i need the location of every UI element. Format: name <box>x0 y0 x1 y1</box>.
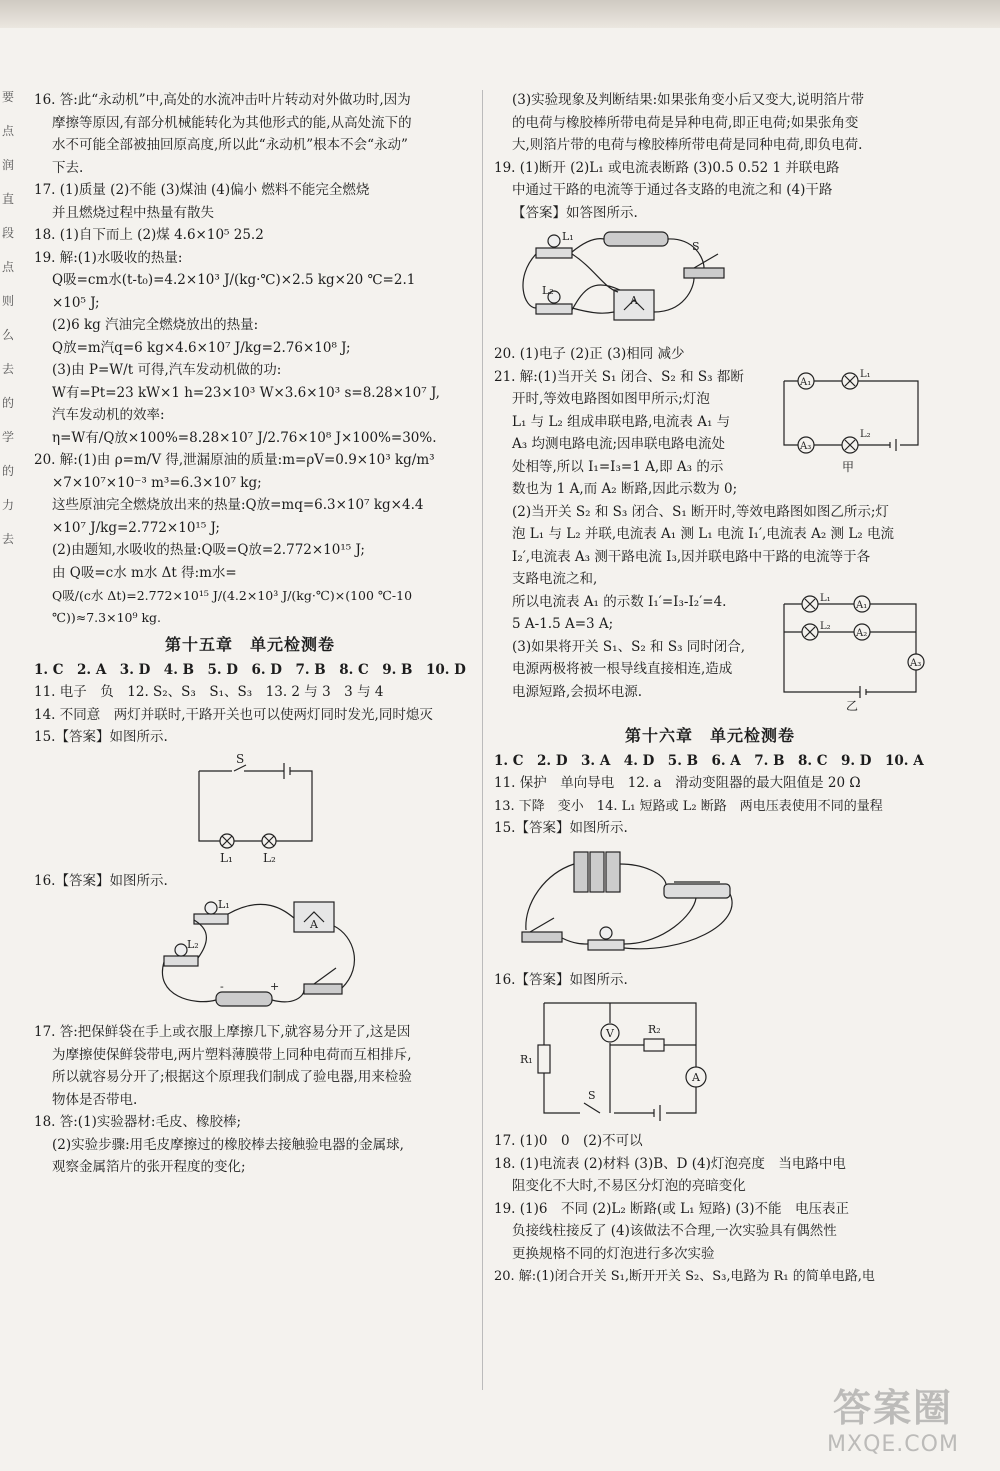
gutter-char: 学 <box>2 430 15 444</box>
top-scan-band <box>0 0 1000 28</box>
answer-16: 16. 答:此“永动机”中,高处的水流冲击叶片转动对外做功时,因为 摩擦等原因,有部分机械能转化为其他形式的能,从高处流下的 水不可能全部被抽回原高度,所以此“永动机”根本不会“永动” 下去. <box>34 92 412 176</box>
gutter-char: 去 <box>2 362 15 376</box>
answer-18-ch16: 18. (1)电流表 (2)材料 (3)B、D (4)灯泡亮度 当电路中电 阻变化不大时,不易区分灯泡的亮暗变化 <box>494 1155 846 1194</box>
watermark-logo: 答案圈 MXQE.COM <box>827 1386 959 1457</box>
circuit-wiring-picture-16 <box>154 896 466 1016</box>
answer-17-ch16: 17. (1)0 0 (2)不可以 <box>494 1133 643 1149</box>
gutter-char: 力 <box>2 498 15 512</box>
gutter-char: 的 <box>2 396 15 410</box>
gutter-char: 段 <box>2 226 15 240</box>
figure-yi-label: 乙 <box>846 698 859 712</box>
answer-19-right: 19. (1)断开 (2)L₁ 或电流表断路 (3)0.5 0.52 1 并联电路 中通过干路的电流等于通过各支路的电流之和 (4)干路 【答案】如答图所示. <box>494 159 840 221</box>
circuit-label-l1: L₁ <box>220 850 233 865</box>
chapter-15-answers: 1. C 2. A 3. D 4. B 5. D 6. D 7. B 8. C 9. B 10. D 11. 电子 负 12. S₂、S₃ S₁、S₃ 13. 2 与 3 3 与 4 14. 不同意 两灯并联时,干路开关也可以使两灯同时发光,同时熄灭 15.【答案】如图所示. <box>34 661 466 745</box>
circuit-label-l2: L₂ <box>820 620 831 632</box>
answer-17: 17. (1)质量 (2)不能 (3)煤油 (4)偏小 燃料不能完全燃烧 并且燃烧过程中热量有散失 <box>34 182 370 221</box>
circuit-label-l2: L₂ <box>542 284 554 297</box>
circuit-label-l2: L₂ <box>263 850 276 865</box>
circuit-label-a2: A₂ <box>856 627 868 639</box>
column-divider <box>482 90 483 1390</box>
gutter-char: 润 <box>2 158 15 172</box>
circuit-label-a1: A₁ <box>800 376 812 388</box>
answer-20: 20. 解:(1)由 ρ=m/V 得,泄漏原油的质量:m=ρV=0.9×10³ kg/m³ ×7×10⁷×10⁻³ m³=6.3×10⁷ kg; 这些原油完全燃烧放出来的热量:Q放=mq=6.3×10⁷ kg×4.4 ×10⁷ J/kg=2.772×10¹⁵ J; (2)由题知,水吸收的热量:Q吸=Q放=2.772×10¹⁵ J; 由 Q吸=c水 m水 Δt 得:m水= Q吸/(c水 Δt)=2.772×10¹⁵ J/(4.2×10³ J/(kg·℃)×(100 ℃-10 ℃))≈7.3×10⁹ kg. <box>34 452 435 625</box>
circuit-label-l1: L₁ <box>218 898 230 911</box>
gutter-margin-text <box>2 80 16 556</box>
circuit-wiring-picture-19 <box>514 228 926 338</box>
circuit-label-l2: L₂ <box>187 938 199 951</box>
answer-16b: 16.【答案】如图所示. <box>34 872 168 889</box>
circuit-wiring-picture-16-15 <box>514 844 926 964</box>
circuit-label-s: S <box>692 240 700 253</box>
svg-text:-: - <box>220 980 224 993</box>
answer-19-ch16: 19. (1)6 不同 (2)L₂ 断路(或 L₁ 短路) (3)不能 电压表正 负接线柱接反了 (4)该做法不合理,一次实验具有偶然性 更换规格不同的灯泡进行多次实验 <box>494 1200 849 1262</box>
circuit-label-a: A <box>630 294 638 307</box>
answer-19: 19. 解:(1)水吸收的热量: Q吸=cm水(t-t₀)=4.2×10³ J/(kg·℃)×2.5 kg×20 ℃=2.1 ×10⁵ J; (2)6 kg 汽油完全燃烧放出的热量: Q放=m汽q=6 kg×4.6×10⁷ J/kg=2.76×10⁸ J; (3)由 P=W/t 可得,汽车发动机做的功: W有=Pt=23 kW×1 h=23×10³ W×3.6×10³ s=8.28×10⁷ J, 汽车发动机的效率: η=W有/Q放×100%=8.28×10⁷ J/2.76×10⁸ J×100%=30%. <box>34 249 440 446</box>
gutter-char: 点 <box>2 260 15 274</box>
gutter-char: 的 <box>2 464 15 478</box>
chapter-16-title: 第十六章 单元检测卷 <box>624 726 795 745</box>
right-column <box>494 90 926 1289</box>
answer-20-ch16: 20. 解:(1)闭合开关 S₁,断开开关 S₂、S₃,电路为 R₁ 的简单电路,电 <box>494 1269 875 1284</box>
gutter-char: 去 <box>2 532 15 546</box>
circuit-label-l1: L₁ <box>860 368 871 380</box>
circuit-label-a1: A₁ <box>856 599 868 611</box>
gutter-char: 要 <box>2 90 15 104</box>
answer-18: 18. (1)自下而上 (2)煤 4.6×10⁵ 25.2 <box>34 227 264 243</box>
answer-16-ch16: 16.【答案】如图所示. <box>494 971 628 988</box>
circuit-label-r1: R₁ <box>520 1053 533 1066</box>
circuit-label-l1: L₁ <box>820 592 831 604</box>
circuit-label-v: V <box>606 1027 614 1040</box>
answer-17b: 17. 答:把保鲜袋在手上或衣服上摩擦几下,就容易分开了,这是因 为摩擦使保鲜袋带电,两片塑料薄膜带上同种电荷而互相排斥, 所以就容易分开了;根据这个原理我们制成了验电器,用来检验 物体是否带电. <box>34 1024 412 1108</box>
circuit-label-r2: R₂ <box>648 1023 661 1036</box>
circuit-label-s: S <box>588 1089 596 1102</box>
gutter-char: 么 <box>2 328 15 342</box>
chapter-15-title: 第十五章 单元检测卷 <box>164 635 335 654</box>
left-column <box>34 90 466 1180</box>
circuit-label-l1: L₁ <box>562 230 574 243</box>
figure-jia-label: 甲 <box>842 459 855 474</box>
chapter-16-answers: 1. C 2. D 3. A 4. D 5. B 6. A 7. B 8. C 9. D 10. A 11. 保护 单向导电 12. a 滑动变阻器的最大阻值是 20 Ω 13. 下降 变小 14. L₁ 短路或 L₂ 断路 两电压表使用不同的量程 15.【答案】如图所示. <box>494 752 924 836</box>
switch-label-s: S <box>236 752 245 766</box>
circuit-diagram-jia <box>776 367 926 485</box>
circuit-label-a: A <box>310 918 318 931</box>
answer-18-cont: (3)实验现象及判断结果:如果张角变小后又变大,说明箔片带 的电荷与橡胶棒所带电荷是异种电荷,即正电荷;如果张角变 大,则箔片带的电荷与橡胶棒所带电荷是同种电荷,即负电荷. <box>512 92 864 153</box>
circuit-label-l2: L₂ <box>860 428 871 440</box>
answer-20-right: 20. (1)电子 (2)正 (3)相同 减少 <box>494 346 685 362</box>
answer-18b: 18. 答:(1)实验器材:毛皮、橡胶棒; (2)实验步骤:用毛皮摩擦过的橡胶棒去接触验电器的金属球, 观察金属箔片的张开程度的变化; <box>34 1114 404 1175</box>
circuit-label-a: A <box>692 1071 700 1084</box>
answer-21: A₁ L₁ A₃ L₂ 甲 21. 解:(1)当开关 S₁ 闭合、S₂ 和 S₃ 都断 开时,等效电路图如图甲所示;灯泡 L₁ 与 L₂ 组成串联电路,电流表 A₁ 与 A₃ 均测电路电流;因串联电路电流处 处相等,所以 I₁=I₃=1 A,即 A₃ 的示 数也为 1 A,而 A₂ 断路,因此示数为 0; (2)当开关 S₂ 和 S₃ 闭合、S₁ 断开时,等效电路图如图乙所示;灯 泡 L₁ 与 L₂ 并联,电流表 A₁ 测 L₁ 电流 I₁′,电流表 A₂ 测 L₂ 电流 I₂′,电流表 A₃ 测干路电流 I₃,因并联电路中干路的电流等于各 支路电流之和, L₁ A₁ L₂ A₂ A₃ 乙 所以电流表 A₁ 的示数 I₁′=I₃-I₂′=4. 5 A-1.5 A=3 A; (3)如果将开关 S₁、S₂ 和 S₃ 同时闭合, 电源两极将被一根导线直接相连,造成 电源短路,会损坏电源. <box>494 367 926 720</box>
circuit-label-a3: A₃ <box>910 657 922 669</box>
svg-text:+: + <box>270 980 280 993</box>
gutter-char: 直 <box>2 192 15 206</box>
circuit-diagram-15 <box>184 753 466 865</box>
gutter-char: 点 <box>2 124 15 138</box>
circuit-diagram-16-16 <box>514 995 926 1125</box>
circuit-label-a3: A₃ <box>800 440 812 452</box>
gutter-char: 则 <box>2 294 15 308</box>
circuit-diagram-yi <box>776 592 926 720</box>
